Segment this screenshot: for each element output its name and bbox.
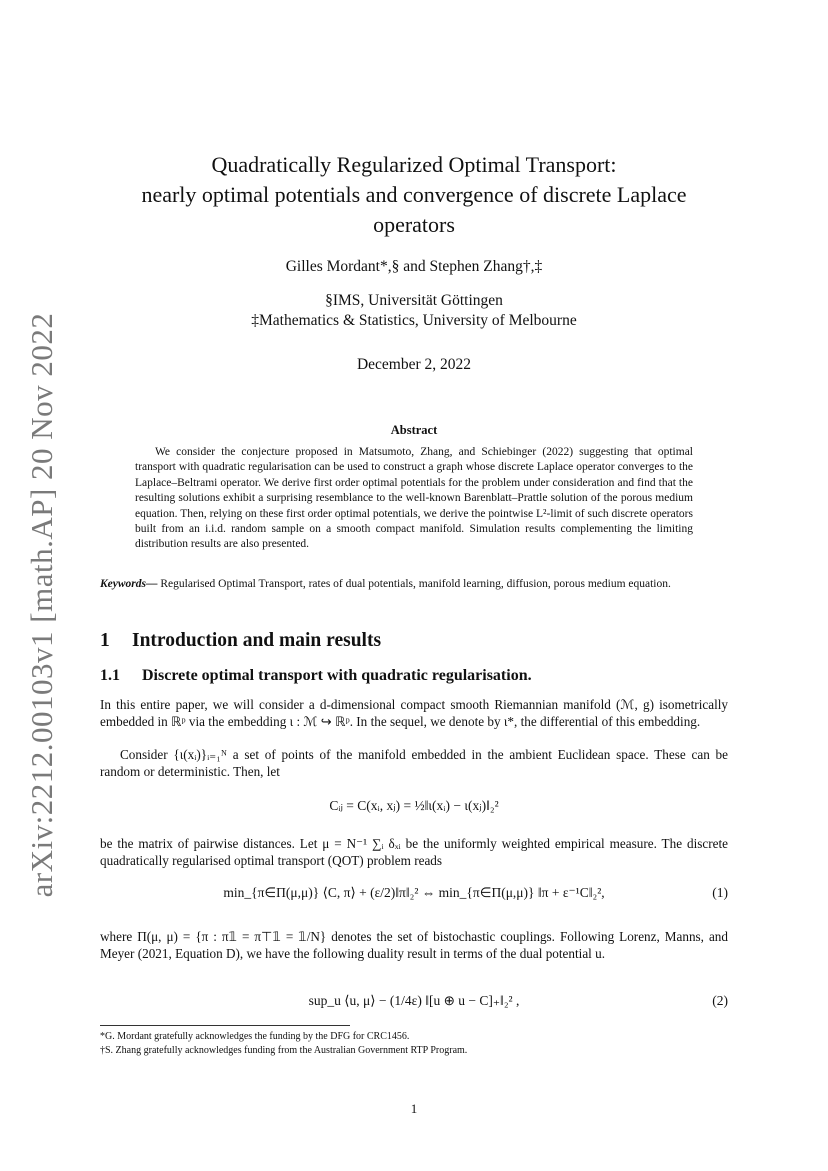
- title-line-1: Quadratically Regularized Optimal Transport:: [211, 152, 617, 177]
- abstract-body: We consider the conjecture proposed in Matsumoto, Zhang, and Schiebinger (2022) suggesting that optimal transport with quadratic regularisation can be used to construct a graph whose discrete Laplace operator converges to the Laplace–Beltrami operator. We derive first order optimal potentials for the problem under consideration and find that the resulting solutions exhibit a surprising resemblance to the well-known Barenblatt–Prattle solution of the porous medium equation. Then, relying on these first order optimal potentials, we derive the pointwise L²-limit of such discrete operators built from an i.i.d. random sample on a smooth compact manifold. Simulation results complementing the limiting distribution results are also presented.: [135, 446, 693, 551]
- paragraph-3: be the matrix of pairwise distances. Let μ = N⁻¹ ∑ᵢ δₓᵢ be the uniformly weighted empirical measure. The discrete quadratically regularised optimal transport (QOT) problem reads: [100, 836, 728, 868]
- date: December 2, 2022: [356, 356, 472, 373]
- equation-1-body: min_{π∈Π(μ,μ)} ⟨C, π⟩ + (ε/2)‖π‖₂² ⇔ min_{π∈Π(μ,μ)} ‖π + ε⁻¹C‖₂²,: [223, 885, 605, 900]
- keywords-label: Keywords—: [100, 578, 158, 590]
- footnote-2: †S. Zhang gratefully acknowledges funding from the Australian Government RTP Program.: [100, 1045, 468, 1056]
- affiliation-2: ‡Mathematics & Statistics, University of Melbourne: [251, 312, 577, 329]
- equation-1-number: (1): [712, 885, 728, 900]
- keywords-text: Regularised Optimal Transport, rates of dual potentials, manifold learning, diffusion, porous medium equation.: [160, 578, 671, 590]
- footnote-rule: [100, 1025, 350, 1026]
- page-number: 1: [410, 1101, 418, 1116]
- equation-2-body: sup_u ⟨u, μ⟩ − (1/4ε) ‖[u ⊕ u − C]₊‖₂² ,: [308, 993, 520, 1008]
- section-title: Introduction and main results: [132, 630, 382, 651]
- abstract-heading: Abstract: [390, 423, 438, 437]
- section-heading: [100, 630, 381, 652]
- subsection-number: 1.1: [100, 667, 120, 684]
- title-line-2: nearly optimal potentials and convergence of discrete Laplace: [141, 182, 687, 207]
- arxiv-identifier-text: arXiv:2212.00103v1 [math.AP] 20 Nov 2022: [24, 312, 59, 898]
- subsection-title: Discrete optimal transport with quadratic regularisation.: [142, 667, 532, 684]
- paper-title: [100, 150, 728, 240]
- paragraph-1: In this entire paper, we will consider a d-dimensional compact smooth Riemannian manifold (ℳ, g) isometrically embedded in ℝᵖ via the embedding ι : ℳ ↪ ℝᵖ. In the sequel, we denote by ι*, the differential of this embedding.: [100, 697, 728, 729]
- equation-2: [100, 993, 728, 1009]
- footnote-1: *G. Mordant gratefully acknowledges the funding by the DFG for CRC1456.: [100, 1031, 410, 1042]
- paragraph-4: where Π(μ, μ) = {π : π𝟙 = π⊤𝟙 = 𝟙/N} denotes the set of bistochastic couplings. Following Lorenz, Manns, and Meyer (2021, Equation D), we have the following duality result in terms of the dual potential u.: [100, 929, 728, 961]
- authors: Gilles Mordant*,§ and Stephen Zhang†,‡: [285, 258, 543, 275]
- equation-1: [100, 885, 728, 901]
- equation-cost: Cᵢⱼ = C(xᵢ, xⱼ) = ½‖ι(xᵢ) − ι(xⱼ)‖₂²: [329, 798, 499, 813]
- title-line-3: operators: [373, 212, 455, 237]
- arxiv-identifier: [14, 312, 70, 898]
- paragraph-2: Consider {ι(xᵢ)}ᵢ₌₁ᴺ a set of points of the manifold embedded in the ambient Euclidean space. These can be random or deterministic. Then, let: [100, 747, 728, 779]
- affiliation-1: §IMS, Universität Göttingen: [325, 292, 503, 309]
- equation-2-number: (2): [712, 993, 728, 1008]
- subsection-heading: [100, 667, 532, 685]
- keywords: [100, 576, 728, 592]
- section-number: 1: [100, 630, 110, 651]
